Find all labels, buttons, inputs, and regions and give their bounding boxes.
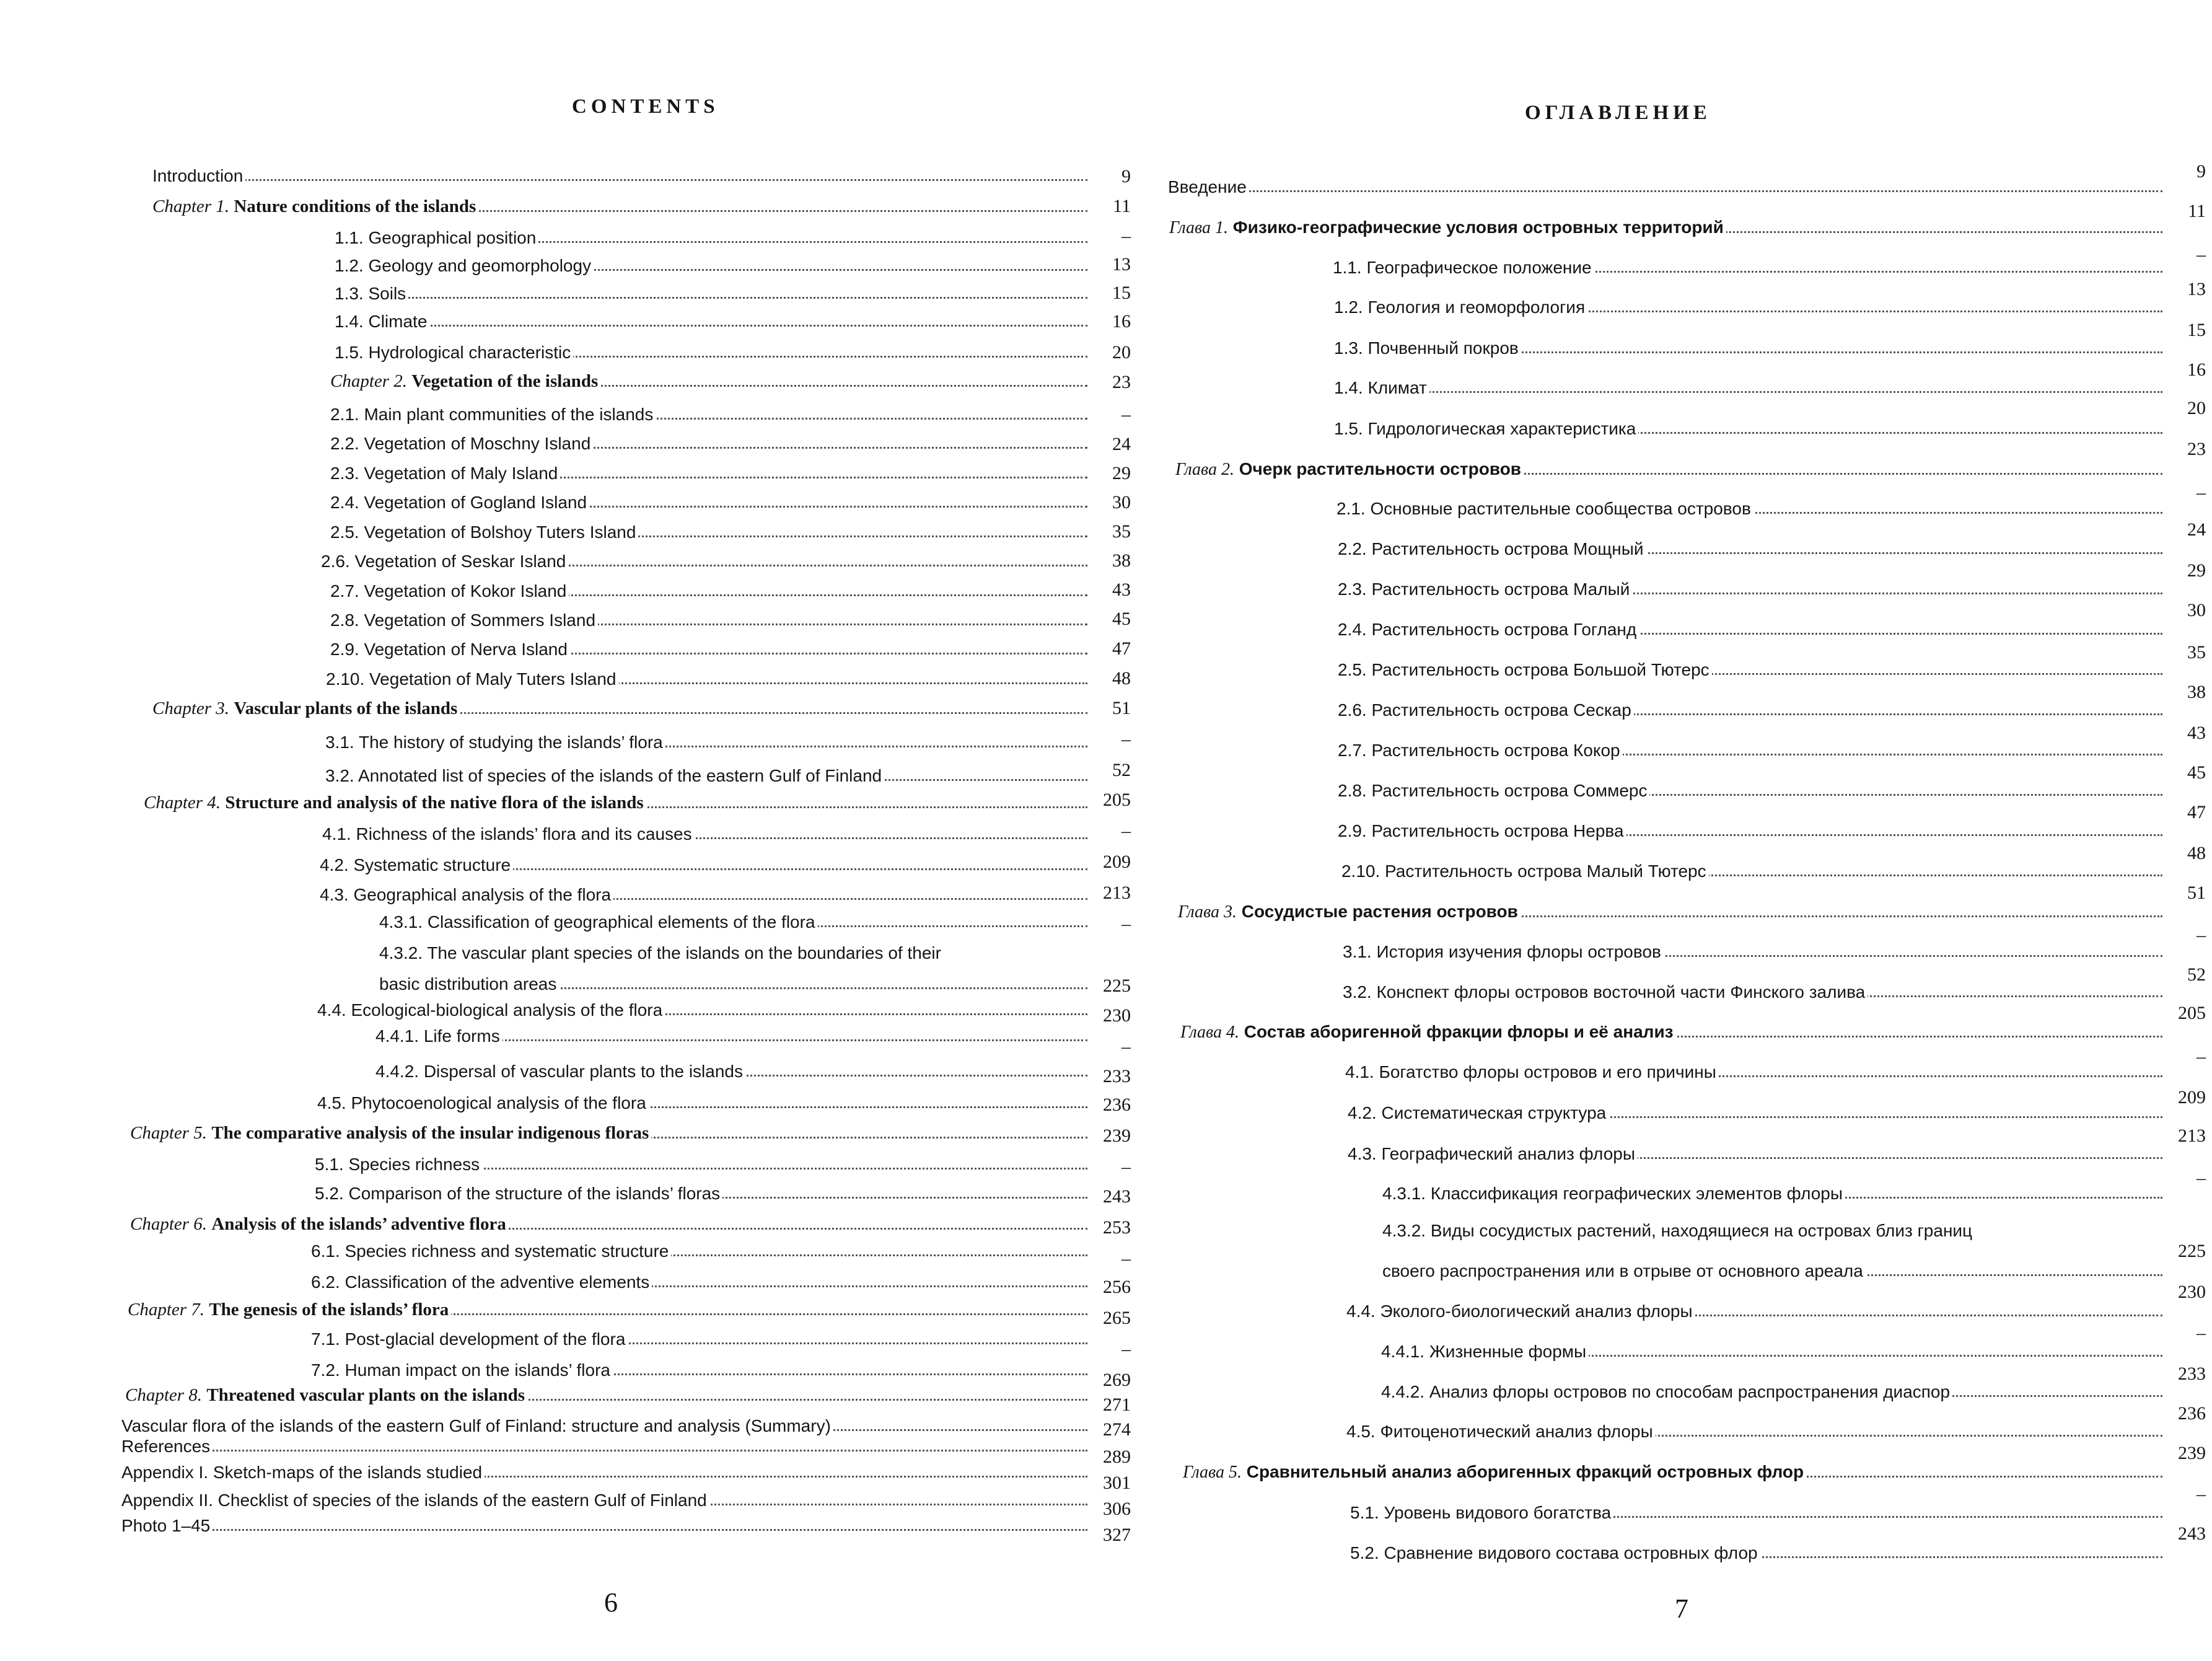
page-ref: 29 (1112, 463, 1131, 483)
entry-title: своего распространения или в отрыве от основного ареала (1382, 1262, 1866, 1280)
toc-entry (0, 663, 1131, 688)
entry-title (1169, 219, 1726, 237)
toc-entry (0, 818, 1131, 843)
entry-title: 2.7. Vegetation of Kokor Island (330, 583, 569, 600)
entry-title: 1.1. Geographical position (335, 229, 538, 247)
entry-title (144, 794, 646, 812)
chapter-title: Физико-географические условия островных территорий (1232, 218, 1724, 237)
page-ref: – (2197, 244, 2206, 265)
chapter-title: Vegetation of the islands (411, 371, 599, 391)
toc-entry (0, 633, 1131, 658)
page-ref: 16 (2187, 359, 2206, 380)
page-ref: 51 (1112, 698, 1131, 718)
entry-title: 3.1. История изучения флоры островов (1343, 943, 1664, 961)
page-ref: 225 (2178, 1241, 2206, 1261)
dot-leader (146, 1529, 1087, 1531)
page-ref: 16 (1112, 311, 1131, 332)
entry-title: References (121, 1438, 213, 1455)
entry-title: 1.4. Климат (1334, 379, 1429, 397)
toc-entry (0, 250, 1131, 275)
entry-title: Appendix II. Checklist of species of the islands of the eastern Gulf of Finland (121, 1492, 709, 1509)
page-ref: 205 (2178, 1003, 2206, 1023)
entry-title: 2.6. Растительность острова Сескар (1338, 702, 1634, 719)
entry-title (152, 198, 478, 216)
contents-heading: ОГЛАВЛЕНИЕ (1525, 102, 1711, 124)
chapter-title: Structure and analysis of the native flora of the islands (225, 793, 644, 813)
entry-title: 1.5. Hydrological characteristic (335, 344, 573, 361)
toc-entry (0, 457, 1131, 482)
entry-title: 3.2. Annotated list of species of the islands of the eastern Gulf of Finland (325, 767, 884, 785)
toc-entry (1106, 1364, 2206, 1401)
entry-title: Photo 1–45 (121, 1517, 213, 1535)
toc-chapter-entry (0, 693, 1131, 718)
page-ref: 43 (2187, 723, 2206, 743)
entry-title: 2.1. Main plant communities of the islands (330, 406, 656, 423)
entry-title: 4.4.1. Life forms (375, 1028, 503, 1045)
toc-entry (0, 278, 1131, 302)
page-ref: 327 (1103, 1525, 1131, 1545)
entry-title: 6.1. Species richness and systematic structure (311, 1243, 671, 1260)
toc-entry (0, 906, 1131, 934)
table-of-contents (1106, 0, 2212, 1661)
entry-title: 1.5. Гидрологическая характеристика (1334, 420, 1638, 438)
toc-entry (1106, 1087, 2206, 1122)
entry-title: 2.4. Vegetation of Gogland Island (330, 494, 589, 511)
toc-entry (1106, 279, 2206, 317)
page-ref: 239 (1103, 1126, 1131, 1146)
entry-title: 4.3. Географический анализ флоры (1348, 1145, 1638, 1163)
toc-entry (0, 968, 1131, 996)
page-ref: 11 (1113, 196, 1131, 216)
entry-title: 6.2. Classification of the adventive elements (311, 1274, 652, 1291)
page-ref: 43 (1112, 579, 1131, 600)
entry-title: 2.8. Vegetation of Sommers Island (330, 612, 598, 629)
page-ref: 45 (1112, 609, 1131, 629)
dot-leader (1193, 190, 2162, 192)
page-ref: 24 (2187, 519, 2206, 540)
dot-leader (400, 1039, 1087, 1041)
toc-entry (1106, 359, 2206, 397)
chapter-prefix: Chapter 6. (130, 1214, 208, 1234)
toc-chapter-entry (0, 366, 1131, 390)
toc-entry (1106, 843, 2206, 881)
toc-entry (0, 994, 1131, 1026)
entry-title: 5.2. Сравнение видового состава островных флор (1350, 1544, 1760, 1562)
chapter-title: Сосудистые растения островов (1241, 902, 1518, 921)
chapter-prefix: Глава 4. (1180, 1023, 1239, 1042)
page-ref: 15 (1112, 283, 1131, 303)
toc-entry (1106, 1484, 2206, 1522)
entry-title: 4.4.2. Dispersal of vascular plants to the islands (375, 1063, 745, 1080)
page-ref: 239 (2178, 1443, 2206, 1463)
toc-chapter-entry (0, 191, 1131, 216)
toc-entry (0, 1178, 1131, 1207)
chapter-prefix: Глава 2. (1175, 460, 1234, 479)
chapter-title: Очерк растительности островов (1239, 459, 1522, 478)
toc-entry (1106, 600, 2206, 639)
toc-entry (0, 604, 1131, 629)
page-ref: 271 (1103, 1394, 1131, 1415)
chapter-prefix: Chapter 2. (330, 371, 408, 391)
entry-title: basic distribution areas (379, 976, 559, 993)
toc-entry (1106, 964, 2206, 1002)
page-ref: – (2197, 1323, 2206, 1343)
page-ref: 48 (1112, 668, 1131, 689)
page-ref: 265 (1103, 1308, 1131, 1328)
page-ref: 230 (2178, 1282, 2206, 1302)
entry-title: Introduction (152, 167, 245, 185)
entry-title: 2.9. Vegetation of Nerva Island (330, 641, 570, 658)
page-ref: – (1121, 1157, 1131, 1177)
toc-entry (1106, 802, 2206, 840)
page-ref: – (1121, 821, 1131, 841)
entry-title (1178, 903, 1521, 921)
page-ref: 9 (1121, 166, 1131, 187)
toc-entry (1106, 925, 2206, 961)
entry-title: 4.3. Geographical analysis of the flora (320, 886, 613, 904)
toc-entry (0, 1148, 1131, 1177)
page-ref: 13 (2187, 279, 2206, 299)
page-ref: 236 (1103, 1095, 1131, 1115)
page-ref: 301 (1103, 1473, 1131, 1493)
toc-entry (1106, 1323, 2206, 1361)
page-ref: 213 (2178, 1126, 2206, 1146)
chapter-title: Nature conditions of the islands (234, 196, 476, 216)
page-ref: 52 (1112, 760, 1131, 780)
page-ref: – (1121, 404, 1131, 425)
entry-title: 2.2. Vegetation of Moschny Island (330, 435, 593, 452)
entry-title: Appendix I. Sketch-maps of the islands studied (121, 1464, 485, 1481)
entry-title: 2.10. Vegetation of Maly Tuters Island (326, 671, 619, 688)
toc-entry (0, 760, 1131, 785)
page-ref: 213 (1103, 883, 1131, 903)
entry-title (330, 372, 600, 390)
toc-entry (1106, 682, 2206, 720)
page-number: 7 (1675, 1593, 1688, 1624)
entry-title: 2.10. Растительность острова Малый Тютерс (1341, 863, 1709, 880)
entry-title: 4.4. Ecological-biological analysis of the flora (317, 1002, 665, 1019)
chapter-prefix: Глава 1. (1169, 218, 1228, 237)
toc-entry (0, 1456, 1131, 1493)
toc-chapter-entry (1106, 201, 2206, 237)
toc-entry (1106, 723, 2206, 760)
page-ref: 205 (1103, 790, 1131, 810)
toc-entry (0, 428, 1131, 452)
chapter-prefix: Chapter 4. (144, 793, 221, 813)
chapter-prefix: Chapter 8. (125, 1385, 203, 1405)
page-ref: 230 (1103, 1005, 1131, 1026)
page-ref: 29 (2187, 560, 2206, 581)
toc-entry (0, 1323, 1131, 1359)
toc-entry (1106, 244, 2206, 277)
entry-title: 4.4.2. Анализ флоры островов по способам распространения диаспор (1381, 1383, 1952, 1401)
entry-title: 1.4. Climate (335, 313, 429, 330)
entry-title: 1.2. Геология и геоморфология (1334, 299, 1587, 316)
entry-title: 2.3. Растительность острова Малый (1338, 581, 1632, 598)
entry-title: 2.9. Растительность острова Нерва (1338, 822, 1626, 840)
page-ref: 274 (1103, 1419, 1131, 1440)
toc-entry (0, 1510, 1131, 1545)
chapter-title: The comparative analysis of the insular indigenous floras (211, 1123, 649, 1143)
page-ref: 236 (2178, 1403, 2206, 1424)
entry-title: 4.3.1. Классификация географических элементов флоры (1382, 1185, 1845, 1202)
toc-entry (1106, 161, 2206, 196)
page-ref: 15 (2187, 320, 2206, 340)
toc-entry (0, 1430, 1131, 1467)
entry-title (125, 1386, 527, 1404)
page-ref: 47 (2187, 802, 2206, 822)
chapter-prefix: Chapter 1. (152, 196, 230, 216)
entry-title: 4.4. Эколого-биологический анализ флоры (1346, 1303, 1695, 1320)
page-ref: – (1121, 1036, 1131, 1057)
page-ref: 51 (2187, 883, 2206, 903)
entry-title: 7.2. Human impact on the islands’ flora (311, 1362, 613, 1379)
page-ref: 225 (1103, 976, 1131, 996)
chapter-prefix: Chapter 3. (152, 698, 230, 718)
entry-title: 3.1. The history of studying the islands’ flora (325, 734, 665, 751)
toc-entry (0, 1020, 1131, 1057)
entry-title (130, 1215, 509, 1233)
toc-entry (0, 879, 1131, 904)
entry-title: 4.5. Фитоценотический анализ флоры (1346, 1423, 1656, 1440)
page-ref: 289 (1103, 1447, 1131, 1467)
page-ref: 209 (2178, 1087, 2206, 1108)
entry-title (1175, 460, 1524, 478)
toc-entry (0, 545, 1131, 570)
toc-entry (1106, 1241, 2206, 1280)
dot-leader (1359, 391, 2162, 393)
page-ref: – (1121, 729, 1131, 749)
toc-entry (1106, 398, 2206, 438)
entry-title: 4.3.2. Виды сосудистых растений, находящиеся на островах близ границ (1382, 1222, 1975, 1240)
toc-entry (1106, 482, 2206, 518)
right-page (1106, 0, 2212, 1661)
chapter-prefix: Глава 5. (1183, 1463, 1242, 1482)
chapter-prefix: Chapter 7. (128, 1300, 205, 1320)
entry-title: 4.5. Phytocoenological analysis of the flora (317, 1095, 649, 1112)
toc-entry (1106, 1215, 2206, 1240)
toc-entry (0, 1087, 1131, 1115)
page-ref: 35 (2187, 642, 2206, 663)
page-ref: 30 (2187, 600, 2206, 620)
entry-title: 4.3.2. The vascular plant species of the islands on the boundaries of their (379, 945, 944, 962)
entry-title (152, 700, 460, 718)
toc-chapter-entry (0, 1209, 1131, 1238)
entry-title: 2.4. Растительность острова Гогланд (1338, 621, 1639, 638)
page-ref: 30 (1112, 492, 1131, 513)
toc-entry (0, 1055, 1131, 1086)
page-ref: – (2197, 482, 2206, 503)
entry-title: 1.1. Географическое положение (1333, 259, 1594, 276)
page-ref: 20 (2187, 398, 2206, 418)
page-ref: 47 (1112, 638, 1131, 659)
toc-chapter-entry (0, 1117, 1131, 1146)
page-number: 6 (604, 1587, 618, 1618)
toc-entry (0, 726, 1131, 751)
page-ref: 13 (1112, 254, 1131, 275)
toc-entry (0, 160, 1131, 185)
page-ref: 9 (2197, 161, 2206, 182)
entry-title: 4.4.1. Жизненные формы (1381, 1343, 1589, 1360)
entry-title: 2.2. Растительность острова Мощный (1338, 540, 1646, 558)
page-ref: 11 (2188, 201, 2206, 221)
entry-title: 4.1. Богатство флоры островов и его причины (1345, 1064, 1719, 1081)
page-ref: – (2197, 1484, 2206, 1504)
page-ref: – (1121, 1339, 1131, 1359)
page-ref: 38 (1112, 550, 1131, 571)
chapter-title: The genesis of the islands’ flora (209, 1300, 449, 1320)
toc-entry (0, 516, 1131, 541)
toc-chapter-entry (0, 787, 1131, 812)
toc-chapter-entry (0, 1294, 1131, 1328)
entry-title: 2.1. Основные растительные сообщества островов (1336, 500, 1753, 518)
page-ref: – (2197, 925, 2206, 945)
entry-title: 2.6. Vegetation of Seskar Island (321, 553, 568, 570)
toc-entry (0, 487, 1131, 511)
page-ref: 253 (1103, 1217, 1131, 1238)
entry-title: Введение (1168, 178, 1249, 196)
page-ref: 256 (1103, 1277, 1131, 1297)
entry-title: 5.2. Comparison of the structure of the islands’ floras (315, 1185, 722, 1202)
entry-title: 1.2. Geology and geomorphology (335, 257, 594, 275)
entry-title: Vascular flora of the islands of the eastern Gulf of Finland: structure and analysis (Summary) (121, 1417, 833, 1435)
page-ref: – (1121, 226, 1131, 246)
page-ref: 209 (1103, 852, 1131, 872)
entry-title: 2.5. Растительность острова Большой Тютерс (1338, 661, 1712, 679)
contents-heading: CONTENTS (572, 95, 719, 118)
toc-entry (0, 337, 1131, 361)
entry-title: 4.2. Систематическая структура (1348, 1104, 1609, 1122)
page-ref: 23 (1112, 372, 1131, 392)
toc-entry (0, 1484, 1131, 1519)
entry-title: 1.3. Почвенный покров (1334, 340, 1521, 357)
chapter-title: Состав аборигенной фракции флоры и её анализ (1244, 1022, 1674, 1041)
page-ref: 45 (2187, 762, 2206, 783)
chapter-prefix: Chapter 5. (130, 1123, 208, 1143)
entry-title: 5.1. Species richness (315, 1156, 482, 1173)
entry-title: 2.7. Растительность острова Кокор (1338, 742, 1623, 759)
toc-chapter-entry (0, 1380, 1131, 1415)
dot-leader (359, 297, 1087, 299)
toc-entry (0, 849, 1131, 874)
page-ref: – (2197, 1046, 2206, 1067)
page-ref: – (1121, 1248, 1131, 1269)
page-ref: 243 (1103, 1186, 1131, 1207)
toc-entry (0, 1235, 1131, 1269)
toc-entry (0, 937, 1131, 962)
toc-entry (0, 1266, 1131, 1297)
chapter-prefix: Глава 3. (1178, 902, 1237, 922)
toc-entry (0, 399, 1131, 423)
page-ref: 23 (2187, 439, 2206, 459)
page-ref: 52 (2187, 964, 2206, 985)
page-ref: – (1121, 914, 1131, 934)
entry-title: 4.2. Systematic structure (320, 857, 513, 874)
dot-leader (177, 179, 1087, 181)
page-ref: 233 (1103, 1066, 1131, 1086)
entry-title (1180, 1023, 1676, 1041)
chapter-title: Vascular plants of the islands (234, 698, 458, 718)
toc-entry (1106, 1168, 2206, 1203)
page-ref: 306 (1103, 1499, 1131, 1519)
page-ref: 233 (2178, 1364, 2206, 1384)
toc-entry (0, 1354, 1131, 1390)
page-ref: 38 (2187, 682, 2206, 702)
page-ref: 269 (1103, 1370, 1131, 1390)
toc-entry (1106, 1046, 2206, 1082)
page-ref: 243 (2178, 1523, 2206, 1544)
dot-leader (146, 1450, 1087, 1452)
entry-title: 5.1. Уровень видового богатства (1350, 1504, 1613, 1522)
page-ref: – (2197, 1168, 2206, 1188)
entry-title: 4.1. Richness of the islands’ flora and its causes (322, 826, 695, 843)
page-ref: 20 (1112, 342, 1131, 363)
page-ref: 24 (1112, 434, 1131, 454)
toc-entry (0, 306, 1131, 330)
chapter-title: Analysis of the islands’ adventive flora (211, 1214, 506, 1234)
entry-title: 2.5. Vegetation of Bolshoy Tuters Island (330, 524, 638, 541)
toc-entry (0, 575, 1131, 600)
chapter-title: Сравнительный анализ аборигенных фракций островных флор (1246, 1462, 1804, 1481)
dot-leader (359, 325, 1087, 327)
entry-title: 2.8. Растительность острова Соммерс (1338, 782, 1649, 800)
entry-title (1183, 1463, 1806, 1481)
entry-title: 3.2. Конспект флоры островов восточной части Финского залива (1343, 984, 1867, 1001)
entry-title (130, 1124, 651, 1142)
entry-title: 2.3. Vegetation of Maly Island (330, 465, 560, 482)
chapter-title: Threatened vascular plants on the islands (206, 1385, 525, 1405)
entry-title: 7.1. Post-glacial development of the flora (311, 1331, 628, 1348)
page-ref: 48 (2187, 843, 2206, 863)
entry-title: 1.3. Soils (335, 285, 408, 302)
toc-entry (0, 222, 1131, 247)
entry-title: 4.3.1. Classification of geographical elements of the flora (379, 914, 818, 931)
page-ref: 35 (1112, 521, 1131, 542)
entry-title (128, 1301, 451, 1319)
